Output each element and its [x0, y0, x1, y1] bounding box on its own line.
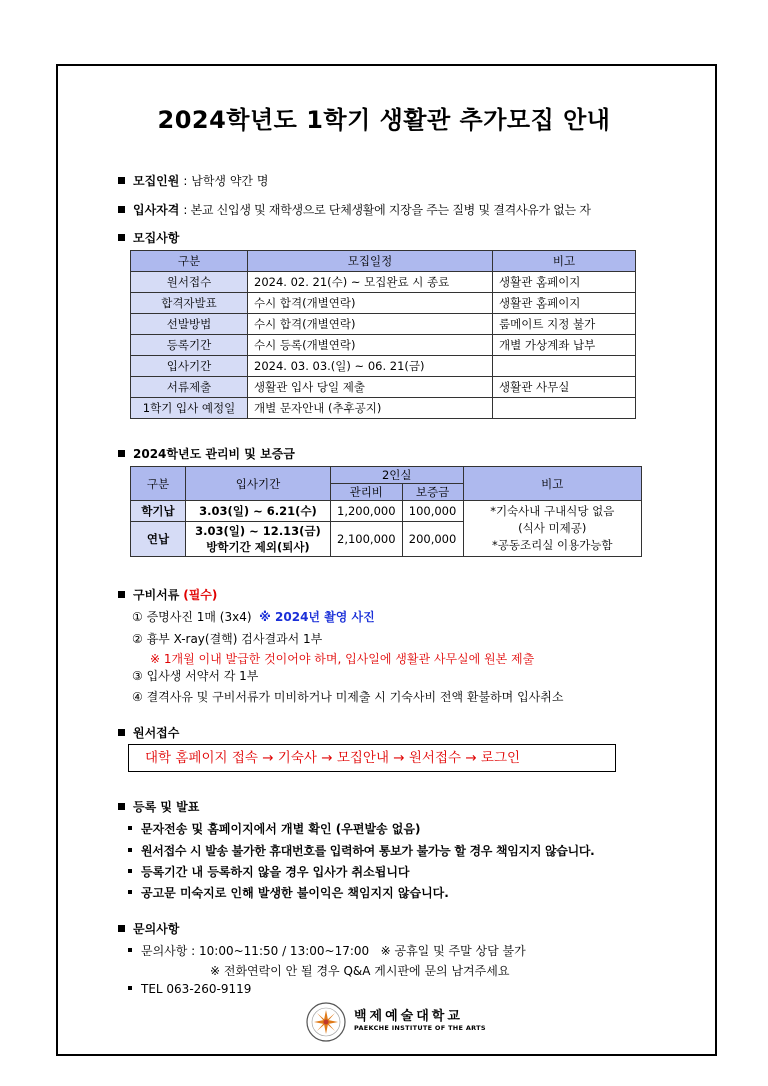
- register-item: 공고문 미숙지로 인해 발생한 불이익은 책임지지 않습니다.: [128, 884, 449, 901]
- contact-heading: 문의사항: [118, 920, 179, 937]
- school-name-english: PAEKCHE INSTITUTE OF THE ARTS: [354, 1024, 486, 1032]
- register-item: 등록기간 내 등록하지 않을 경우 입사가 취소됩니다: [128, 863, 410, 880]
- doc-item-3: ③ 입사생 서약서 각 1부: [132, 669, 259, 683]
- bullet-icon: [128, 869, 132, 873]
- table-row: 연납 3.03(일) ~ 12.13(금) 방학기간 제외(퇴사) 2,100,000 200,000: [131, 522, 642, 557]
- bullet-icon: [128, 890, 132, 894]
- header-type: 구분: [131, 251, 248, 272]
- doc-item-2: ② 흉부 X-ray(결핵) 검사결과서 1부: [132, 632, 323, 646]
- register-item: 문자전송 및 홈페이지에서 개별 확인 (우편발송 없음): [128, 820, 420, 837]
- school-logo-icon: [306, 1002, 346, 1042]
- table-row: 합격자발표 수시 합격(개별연락) 생활관 홈페이지: [131, 293, 636, 314]
- contact-qa-note: ※ 전화연락이 안 될 경우 Q&A 게시판에 문의 남겨주세요: [210, 964, 510, 978]
- bullet-icon: [118, 925, 125, 932]
- bullet-icon: [118, 450, 125, 457]
- recruit-value: : 남학생 약간 명: [183, 174, 269, 188]
- recruit-line: [118, 172, 268, 189]
- table-header-row: [131, 251, 636, 272]
- schedule-table: [130, 250, 636, 419]
- table-row: 1학기 입사 예정일 개별 문자안내 (추후공지): [131, 398, 636, 419]
- apply-heading: 원서접수: [118, 724, 179, 741]
- doc-item-1: ① 증명사진 1매 (3x4) ※ 2024년 촬영 사진: [132, 610, 375, 624]
- bullet-icon: [118, 234, 125, 241]
- register-item: 원서접수 시 발송 불가한 휴대번호를 입력하여 통보가 불가능 할 경우 책임지지 않습니다.: [128, 842, 594, 859]
- bullet-icon: [118, 803, 125, 810]
- docs-heading: 구비서류 (필수): [118, 586, 217, 603]
- schedule-heading: 모집사항: [118, 229, 179, 246]
- doc-item-4: ④ 결격사유 및 구비서류가 미비하거나 미제출 시 기숙사비 전액 환불하며 입사취소: [132, 690, 564, 704]
- fees-heading: 2024학년도 관리비 및 보증금: [118, 445, 295, 462]
- header-note: 비고: [493, 251, 636, 272]
- table-row: 원서접수 2024. 02. 21(수) ~ 모집완료 시 종료 생활관 홈페이지: [131, 272, 636, 293]
- contact-tel: TEL 063-260-9119: [128, 982, 251, 996]
- register-heading: 등록 및 발표: [118, 798, 199, 815]
- school-name-korean: 백제예술대학교: [354, 1009, 463, 1024]
- contact-hours: 문의사항 : 10:00~11:50 / 13:00~17:00 ※ 공휴일 및 주말 상담 불가: [128, 942, 526, 959]
- table-row: 선발방법 수시 합격(개별연락) 룸메이트 지정 불가: [131, 314, 636, 335]
- recruit-label: 모집인원: [133, 174, 180, 188]
- page-title: 2024학년도 1학기 생활관 추가모집 안내: [157, 106, 611, 134]
- table-row: 등록기간 수시 등록(개별연락) 개별 가상계좌 납부: [131, 335, 636, 356]
- qualification-line: [118, 201, 591, 218]
- table-header-row: 구분 입사기간 2인실 비고: [131, 467, 642, 484]
- bullet-icon: [118, 206, 125, 213]
- bullet-icon: [118, 591, 125, 598]
- bullet-icon: [118, 177, 125, 184]
- bullet-icon: [118, 729, 125, 736]
- qualification-value: : 본교 신입생 및 재학생으로 단체생활에 지장을 주는 질병 및 결격사유가 없는 자: [183, 203, 591, 217]
- table-row: 서류제출 생활관 입사 당일 제출 생활관 사무실: [131, 377, 636, 398]
- qualification-label: 입사자격: [133, 203, 180, 217]
- table-row: 학기납 3.03(일) ~ 6.21(수) 1,200,000 100,000 *기숙사내 구내식당 없음 (식사 미제공) *공동조리실 이용가능함: [131, 501, 642, 522]
- header-schedule: 모집일정: [248, 251, 493, 272]
- fees-table: [130, 466, 642, 557]
- table-row: 입사기간 2024. 03. 03.(일) ~ 06. 21(금): [131, 356, 636, 377]
- bullet-icon: [128, 826, 132, 830]
- fees-note: *기숙사내 구내식당 없음 (식사 미제공) *공동조리실 이용가능함: [463, 501, 641, 557]
- bullet-icon: [128, 948, 132, 952]
- bullet-icon: [128, 986, 132, 990]
- bullet-icon: [128, 848, 132, 852]
- apply-path-box: 대학 홈페이지 접속 → 기숙사 → 모집안내 → 원서접수 → 로그인: [128, 744, 616, 772]
- table-header-row: 관리비 보증금: [131, 484, 642, 501]
- doc-item-2-note: ※ 1개월 이내 발급한 것이어야 하며, 입사일에 생활관 사무실에 원본 제출: [150, 652, 535, 666]
